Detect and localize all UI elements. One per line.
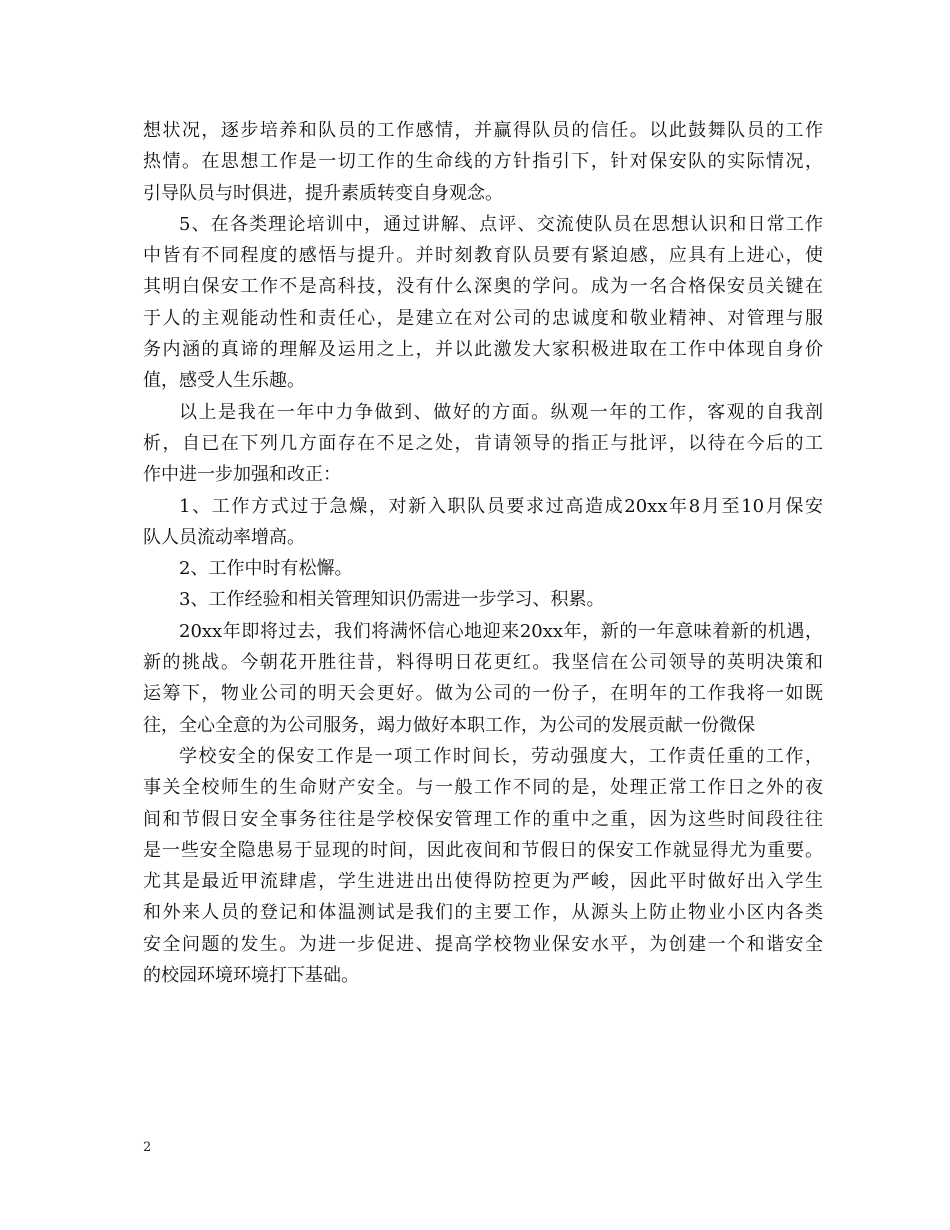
text-line: 间和节假日安全事务往往是学校保安管理工作的重中之重，因为这些时间段往往	[143, 808, 823, 830]
text-line: 安全问题的发生。为进一步促进、提高学校物业保安水平，为创建一个和谐安全	[143, 933, 823, 955]
text-line: 尤其是最近甲流肆虐，学生进进出出使得防控更为严峻，因此平时做好出入学生	[143, 871, 823, 893]
text-line: 5、在各类理论培训中，通过讲解、点评、交流使队员在思想认识和日常工作	[179, 213, 823, 235]
text-line: 是一些安全隐患易于显现的时间，因此夜间和节假日的保安工作就显得尤为重要。	[143, 839, 823, 861]
text-line: 于人的主观能动性和责任心，是建立在对公司的忠诚度和敬业精神、对管理与服	[143, 307, 823, 329]
text-line: 1、工作方式过于急燥，对新入职队员要求过高造成20xx年8月至10月保安	[179, 495, 823, 517]
page-number: 2	[143, 1140, 152, 1155]
text-line: 运筹下，物业公司的明天会更好。做为公司的一份子，在明年的工作我将一如既	[143, 683, 823, 705]
text-line: 中皆有不同程度的感悟与提升。并时刻教育队员要有紧迫感，应具有上进心，使	[143, 245, 823, 267]
text-line: 引导队员与时俱进，提升素质转变自身观念。	[143, 182, 503, 204]
text-line: 值，感受人生乐趣。	[143, 370, 305, 392]
text-line: 和外来人员的登记和体温测试是我们的主要工作，从源头上防止物业小区内各类	[143, 902, 823, 924]
text-line: 2、工作中时有松懈。	[179, 558, 353, 580]
text-line: 3、工作经验和相关管理知识仍需进一步学习、积累。	[179, 589, 605, 611]
text-line: 事关全校师生的生命财产安全。与一般工作不同的是，处理正常工作日之外的夜	[143, 777, 823, 799]
text-line: 的校园环境环境打下基础。	[143, 965, 359, 987]
text-line: 往，全心全意的为公司服务，竭力做好本职工作，为公司的发展贡献一份微保	[143, 714, 755, 736]
text-line: 热情。在思想工作是一切工作的生命线的方针指引下，针对保安队的实际情况，	[143, 151, 823, 173]
text-line: 学校安全的保安工作是一项工作时间长，劳动强度大，工作责任重的工作，	[179, 745, 823, 767]
text-line: 务内涵的真谛的理解及运用之上，并以此激发大家积极进取在工作中体现自身价	[143, 339, 823, 361]
text-line: 作中进一步加强和改正：	[143, 464, 341, 486]
text-line: 析，自已在下列几方面存在不足之处，肯请领导的指正与批评，以待在今后的工	[143, 432, 823, 454]
text-line: 以上是我在一年中力争做到、做好的方面。纵观一年的工作，客观的自我剖	[179, 401, 823, 423]
document-body	[143, 115, 823, 991]
text-line: 想状况，逐步培养和队员的工作感情，并赢得队员的信任。以此鼓舞队员的工作	[143, 120, 823, 141]
text-line: 其明白保安工作不是高科技，没有什么深奥的学问。成为一名合格保安员关键在	[143, 276, 823, 298]
text-line: 队人员流动率增高。	[143, 526, 305, 548]
text-line: 新的挑战。今朝花开胜往昔，料得明日花更红。我坚信在公司领导的英明决策和	[143, 652, 823, 674]
text-line: 20xx年即将过去，我们将满怀信心地迎来20xx年，新的一年意味着新的机遇，	[179, 620, 823, 642]
